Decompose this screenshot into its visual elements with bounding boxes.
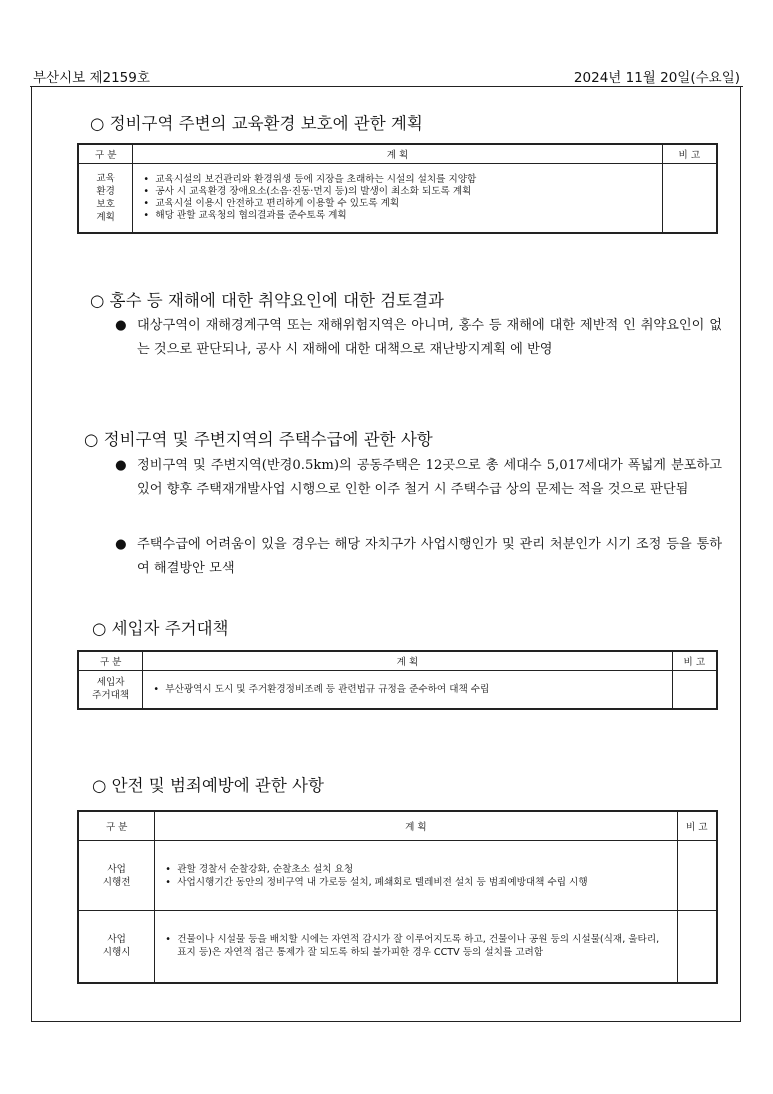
table-row: [78, 841, 717, 911]
row-plan: [155, 841, 677, 911]
row-category: 사업 시행전: [78, 841, 155, 911]
col-category: 구 분: [78, 651, 143, 671]
plan-item: • 교육시설 이용시 안전하고 편리하게 이용할 수 있도록 계획: [155, 198, 655, 210]
tenant-table: [77, 650, 718, 710]
col-note: 비 고: [672, 651, 717, 671]
row-note: [672, 671, 717, 709]
section-title-housing: ○ 정비구역 및 주변지역의 주택수급에 관한 사항: [84, 430, 433, 449]
plan-item: • 사업시행기간 동안의 정비구역 내 가로등 설치, 폐쇄회로 텔레비전 설치 등 범죄예방대책 수립 시행: [177, 876, 670, 889]
row-category: 교육 환경 보호 계획: [78, 164, 133, 233]
col-note: 비 고: [662, 144, 717, 164]
table-row: [78, 671, 717, 709]
col-note: 비 고: [677, 811, 717, 841]
col-plan: 계 획: [133, 144, 662, 164]
row-note: [677, 911, 717, 983]
row-plan: [133, 164, 662, 233]
row-plan: [143, 671, 672, 709]
plan-item: • 관할 경찰서 순찰강화, 순찰초소 설치 요청: [177, 863, 670, 876]
col-plan: 계 획: [143, 651, 672, 671]
col-category: 구 분: [78, 144, 133, 164]
safety-table: [77, 810, 718, 984]
row-category: 사업 시행시: [78, 911, 155, 983]
plan-item: • 해당 관할 교육청의 협의결과를 준수토록 계획: [155, 210, 655, 222]
bullet-item: ● 주택수급에 어려움이 있을 경우는 해당 자치구가 사업시행인가 및 관리 처분인가 시기 조정 등을 통하여 해결방안 모색: [115, 537, 722, 576]
col-category: 구 분: [78, 811, 155, 841]
plan-item: • 부산광역시 도시 및 주거환경정비조례 등 관련법규 규정을 준수하여 대책 수립: [165, 683, 665, 696]
row-note: [677, 841, 717, 911]
plan-item: • 교육시설의 보건관리와 환경위생 등에 지장을 초래하는 시설의 설치를 지양함: [155, 174, 655, 186]
row-plan: [155, 911, 677, 983]
education-table: [77, 143, 718, 234]
plan-item: • 공사 시 교육환경 장애요소(소음·진동·먼지 등)의 발생이 최소화 되도록 계획: [155, 186, 655, 198]
col-plan: 계 획: [155, 811, 677, 841]
bullet-item: ● 정비구역 및 주변지역(반경0.5km)의 공동주택은 12곳으로 총 세대수 5,017세대가 폭넓게 분포하고 있어 향후 주택재개발사업 시행으로 인한 이주 철거 시 주택수급 상의 문제는 적을 것으로 판단됨: [115, 458, 722, 497]
section-title-safety: ○ 안전 및 범죄예방에 관한 사항: [92, 776, 324, 795]
section-title-education: ○ 정비구역 주변의 교육환경 보호에 관한 계획: [90, 114, 423, 133]
row-category: 세입자 주거대책: [78, 671, 143, 709]
section-title-tenant: ○ 세입자 주거대책: [92, 619, 229, 638]
plan-item: • 건물이나 시설물 등을 배치할 시에는 자연적 감시가 잘 이루어지도록 하고, 건물이나 공원 등의 시설물(식재, 울타리, 표지 등)은 자연적 접근 통제가 잘 되도록 하되 불가피한 경우 CCTV 등의 설치를 고려함: [177, 933, 670, 959]
table-row: [78, 164, 717, 233]
bulletin-date: 2024년 11월 20일(수요일): [573, 70, 740, 86]
table-row: [78, 911, 717, 983]
section-title-disaster: ○ 홍수 등 재해에 대한 취약요인에 대한 검토결과: [90, 291, 444, 310]
bullet-item: ● 대상구역이 재해경계구역 또는 재해위험지역은 아니며, 홍수 등 재해에 대한 제반적 인 취약요인이 없는 것으로 판단되나, 공사 시 재해에 대한 대책으로 재난방지계획 에 반영: [115, 318, 722, 357]
row-note: [662, 164, 717, 233]
bulletin-issue: 부산시보 제2159호: [33, 70, 150, 86]
